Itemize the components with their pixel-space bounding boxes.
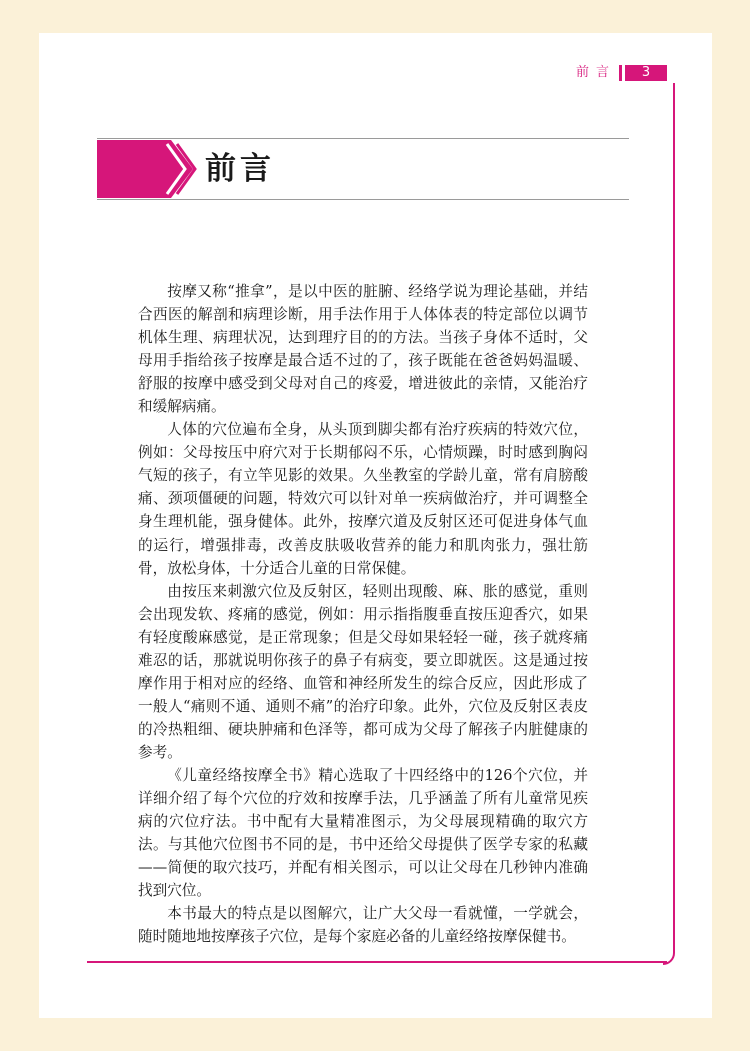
page-number: 3 (622, 65, 667, 81)
page-frame-right (663, 83, 675, 965)
running-title: 前言 (575, 65, 616, 80)
page-sheet (39, 33, 712, 1018)
chapter-rule-bottom (97, 199, 629, 200)
paragraph: 按摩又称“推拿”，是以中医的脏腑、经络学说为理论基础，并结合西医的解剖和病理诊断，用手法作用于人体体表的特定部位以调节机体生理、病理状况，达到理疗目的的方法。当孩子身体不适时，父母用手指给孩子按摩是最合适不过的了，孩子既能在爸爸妈妈温暖、舒服的按摩中感受到父母对自己的疼爱，增进彼此的亲情，又能治疗和缓解病痛。 (138, 283, 588, 416)
paragraph: 本书最大的特点是以图解穴，让广大父母一看就懂，一学就会，随时随地地按摩孩子穴位，是每个家庭必备的儿童经络按摩保健书。 (138, 905, 588, 946)
chapter-rule-top (97, 138, 629, 139)
paragraph: 人体的穴位遍布全身，从头顶到脚尖都有治疗疾病的特效穴位，例如：父母按压中府穴对于长期郁闷不乐，心情烦躁，时时感到胸闷气短的孩子，有立竿见影的效果。久坐教室的学龄儿童，常有肩膀酸痛、颈项僵硬的问题，特效穴可以针对单一疾病做治疗，并可调整全身生理机能，强身健体。此外，按摩穴道及反射区还可促进身体气血的运行，增强排毒，改善皮肤吸收营养的能力和肌肉张力，强壮筋骨，放松身体，十分适合儿童的日常保健。 (138, 421, 588, 577)
running-header (576, 65, 667, 81)
body-text (138, 280, 588, 948)
chapter-title: 前言 (205, 151, 275, 187)
page-frame-bottom (87, 961, 667, 963)
chapter-heading-chevron-icon (97, 140, 197, 198)
paragraph: 由按压来刺激穴位及反射区，轻则出现酸、麻、胀的感觉，重则会出现发软、疼痛的感觉，例如：用示指指腹垂直按压迎香穴，如果有轻度酸麻感觉，是正常现象；但是父母如果轻轻一碰，孩子就疼痛难忍的话，那就说明你孩子的鼻子有病变，要立即就医。这是通过按摩作用于相对应的经络、血管和神经所发生的综合反应，因此形成了一般人“痛则不通、通则不痛”的治疗印象。此外，穴位及反射区表皮的冷热粗细、硬块肿痛和色泽等，都可成为父母了解孩子内脏健康的参考。 (138, 582, 588, 761)
paragraph: 《儿童经络按摩全书》精心选取了十四经络中的126个穴位，并详细介绍了每个穴位的疗效和按摩手法，几乎涵盖了所有儿童常见疾病的穴位疗法。书中配有大量精准图示，为父母展现精确的取穴方法。与其他穴位图书不同的是，书中还给父母提供了医学专家的私藏——简便的取穴技巧，并配有相关图示，可以让父母在几秒钟内准确找到穴位。 (138, 766, 588, 900)
